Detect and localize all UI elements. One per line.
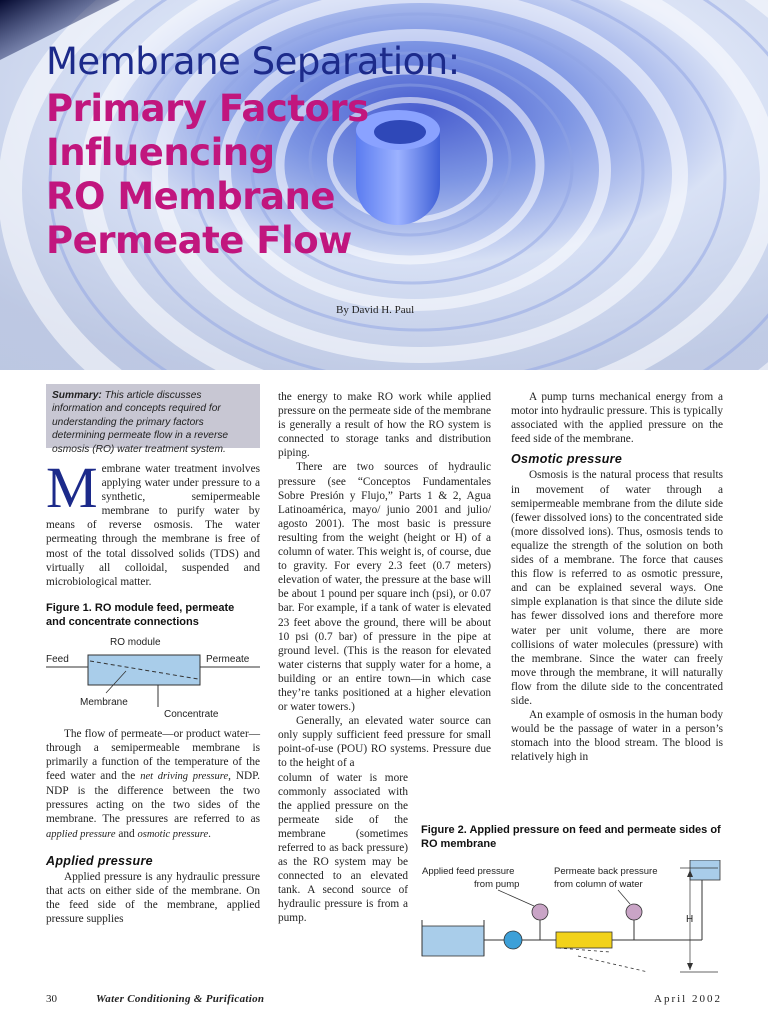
heading-applied-pressure: Applied pressure — [46, 853, 153, 868]
summary-box — [46, 384, 260, 455]
col2-paragraph-3-continued: column of water is more commonly associated with the applied pressure on the permeate side of the membrane (sometimes referred to as back pressure) as the RO system may be connected to an elevated tank. A second source of hydraulic pressure is from a pump. — [278, 771, 408, 925]
col3-paragraph-3: An example of osmosis in the human body would be the passage of water in a person’s stomach into the blood stream. The blood is relatively high in — [511, 709, 723, 764]
fig1-label-permeate: Permeate — [206, 653, 250, 665]
issue-date: April 2002 — [654, 993, 722, 1005]
fig2-label-feed-2: from pump — [474, 879, 520, 890]
byline: By David H. Paul — [336, 304, 415, 316]
col3-paragraph-1: A pump turns mechanical energy from a motor into hydraulic pressure. This is typically associated with the applied pressure on the feed side of the membrane. — [511, 391, 723, 446]
fig2-feed-tank — [422, 926, 484, 956]
fig1-label-membrane: Membrane — [80, 696, 128, 708]
fig1-label-module: RO module — [110, 636, 161, 648]
title-line-2: Primary Factors — [46, 87, 369, 130]
figure-1-caption: Figure 1. RO module feed, permeate and concentrate connections — [46, 601, 235, 628]
fig2-ro-module — [556, 932, 612, 948]
fig2-feed-gauge — [532, 904, 548, 920]
hero-banner — [0, 0, 768, 370]
fig2-label-perm-2: from column of water — [554, 879, 643, 890]
col3-paragraph-2: Osmosis is the natural process that results in movement of water through a semipermeable membrane from the dilute side (fewer dissolved ions) to the concentrated side (more dissolved ions). Thus, osmosis tends to equalize the strength of the solution on both sides of a membrane. The force that causes this flow is referred to as osmotic pressure, and can be explained several ways. One simple explanation is that since the dilute side has fewer dissolved ions and therefore more water per unit volume, there are more collisions of water molecules (pressure) with the membrane. Since the water can freely move through the membrane, it will naturally flow from the dilute side to the concentrated side. — [511, 469, 723, 707]
term-ndp: net driving pressure — [140, 771, 229, 783]
term-osmotic-pressure: osmotic pressure — [137, 828, 209, 840]
magazine-name: Water Conditioning & Purification — [96, 993, 265, 1005]
fig2-elevated-tank — [690, 860, 720, 880]
intro-text: embrane water treatment involves applying water under pressure to a synthetic, semipermeable membrane to purify water by means of reverse osmosis. The water permeating through the membrane is free of most of the total dissolved solids (TDS) and virtually all colloidal, suspended and microbiological matter. — [46, 463, 260, 588]
intro-paragraph — [46, 455, 260, 589]
figure-2-caption: Figure 2. Applied pressure on feed and permeate sides of RO membrane — [421, 824, 721, 850]
fig2-label-feed-1: Applied feed pressure — [422, 866, 515, 877]
paragraph-flow: The flow of permeate—or product water—through a semipermeable membrane is primarily a function of the temperature of the feed water and the net driving pressure, NDP. NDP is the difference between the two pressures acting on the two sides of the membrane. The pressures are referred to as applied pressure and osmotic pressure. — [46, 727, 260, 840]
figure-1-diagram — [46, 631, 260, 727]
fig2-permeate-gauge — [626, 904, 642, 920]
page-number: 30 — [46, 993, 57, 1005]
column-3 — [511, 390, 723, 764]
figure-2-diagram — [418, 860, 723, 980]
heading-osmotic-pressure: Osmotic pressure — [511, 452, 623, 467]
fig1-module-box — [88, 655, 200, 685]
title-line-5: Permeate Flow — [46, 219, 352, 262]
drop-cap: M — [46, 455, 98, 520]
fig1-label-feed: Feed — [46, 653, 69, 665]
paragraph-applied: Applied pressure is any hydraulic pressure that acts on either side of the membrane. On the feed side of the membrane, applied pressure supplies — [46, 870, 260, 925]
title-line-4: RO Membrane — [46, 175, 335, 218]
fig2-pump — [504, 931, 522, 949]
applied-pressure-diagram — [418, 860, 723, 980]
col2-paragraph-1: the energy to make RO work while applied pressure on the permeate side of the membrane is generally a result of how the RO system is connected to storage tanks and distribution piping. — [278, 391, 491, 460]
title-line-3: Influencing — [46, 131, 275, 174]
ro-module-diagram — [46, 631, 260, 727]
column-1 — [46, 384, 260, 926]
summary-label: Summary: — [52, 390, 102, 401]
term-applied-pressure: applied pressure — [46, 828, 116, 840]
summary-text: This article discusses information and concepts required for understanding the primary factors determining permeate flow in a reverse osmosis (RO) water treatment system. — [52, 390, 229, 455]
col2-paragraph-3: Generally, an elevated water source can only supply sufficient feed pressure for small point-of-use (POU) RO systems. Pressure due to the height of a — [278, 715, 491, 770]
title-line-1: Membrane Separation: — [46, 40, 460, 83]
fig2-label-perm-1: Permeate back pressure — [554, 866, 658, 877]
fig2-label-h: H — [686, 914, 694, 925]
col2-paragraph-2: There are two sources of hydraulic pressure (see “Conceptos Fundamentales Sobre Presión y Flujo,” Parts 1 & 2, Agua Latinoamérica, mayo/ junio 2001 and julio/ agosto 2001). The most basic is pressure resulting from the weight (height or H) of a column of water. This weight is, of course, due to gravity. For every 2.3 feet (0.7 meters) elevation of water, the pressure at the base will be about 1 pound per square inch (psi), or 0.07 bar. For example, if a tank of water is elevated 23 feet above the ground, there will be about 10 psi (0.7 bar) of pressure in the pipe at ground level. (This is the reason for elevated water cisterns that supply water for a home, a building or an entire town—in which case they’re tanks positioned at a higher elevation or water towers.) — [278, 461, 491, 714]
fig1-label-concentrate: Concentrate — [164, 708, 219, 720]
